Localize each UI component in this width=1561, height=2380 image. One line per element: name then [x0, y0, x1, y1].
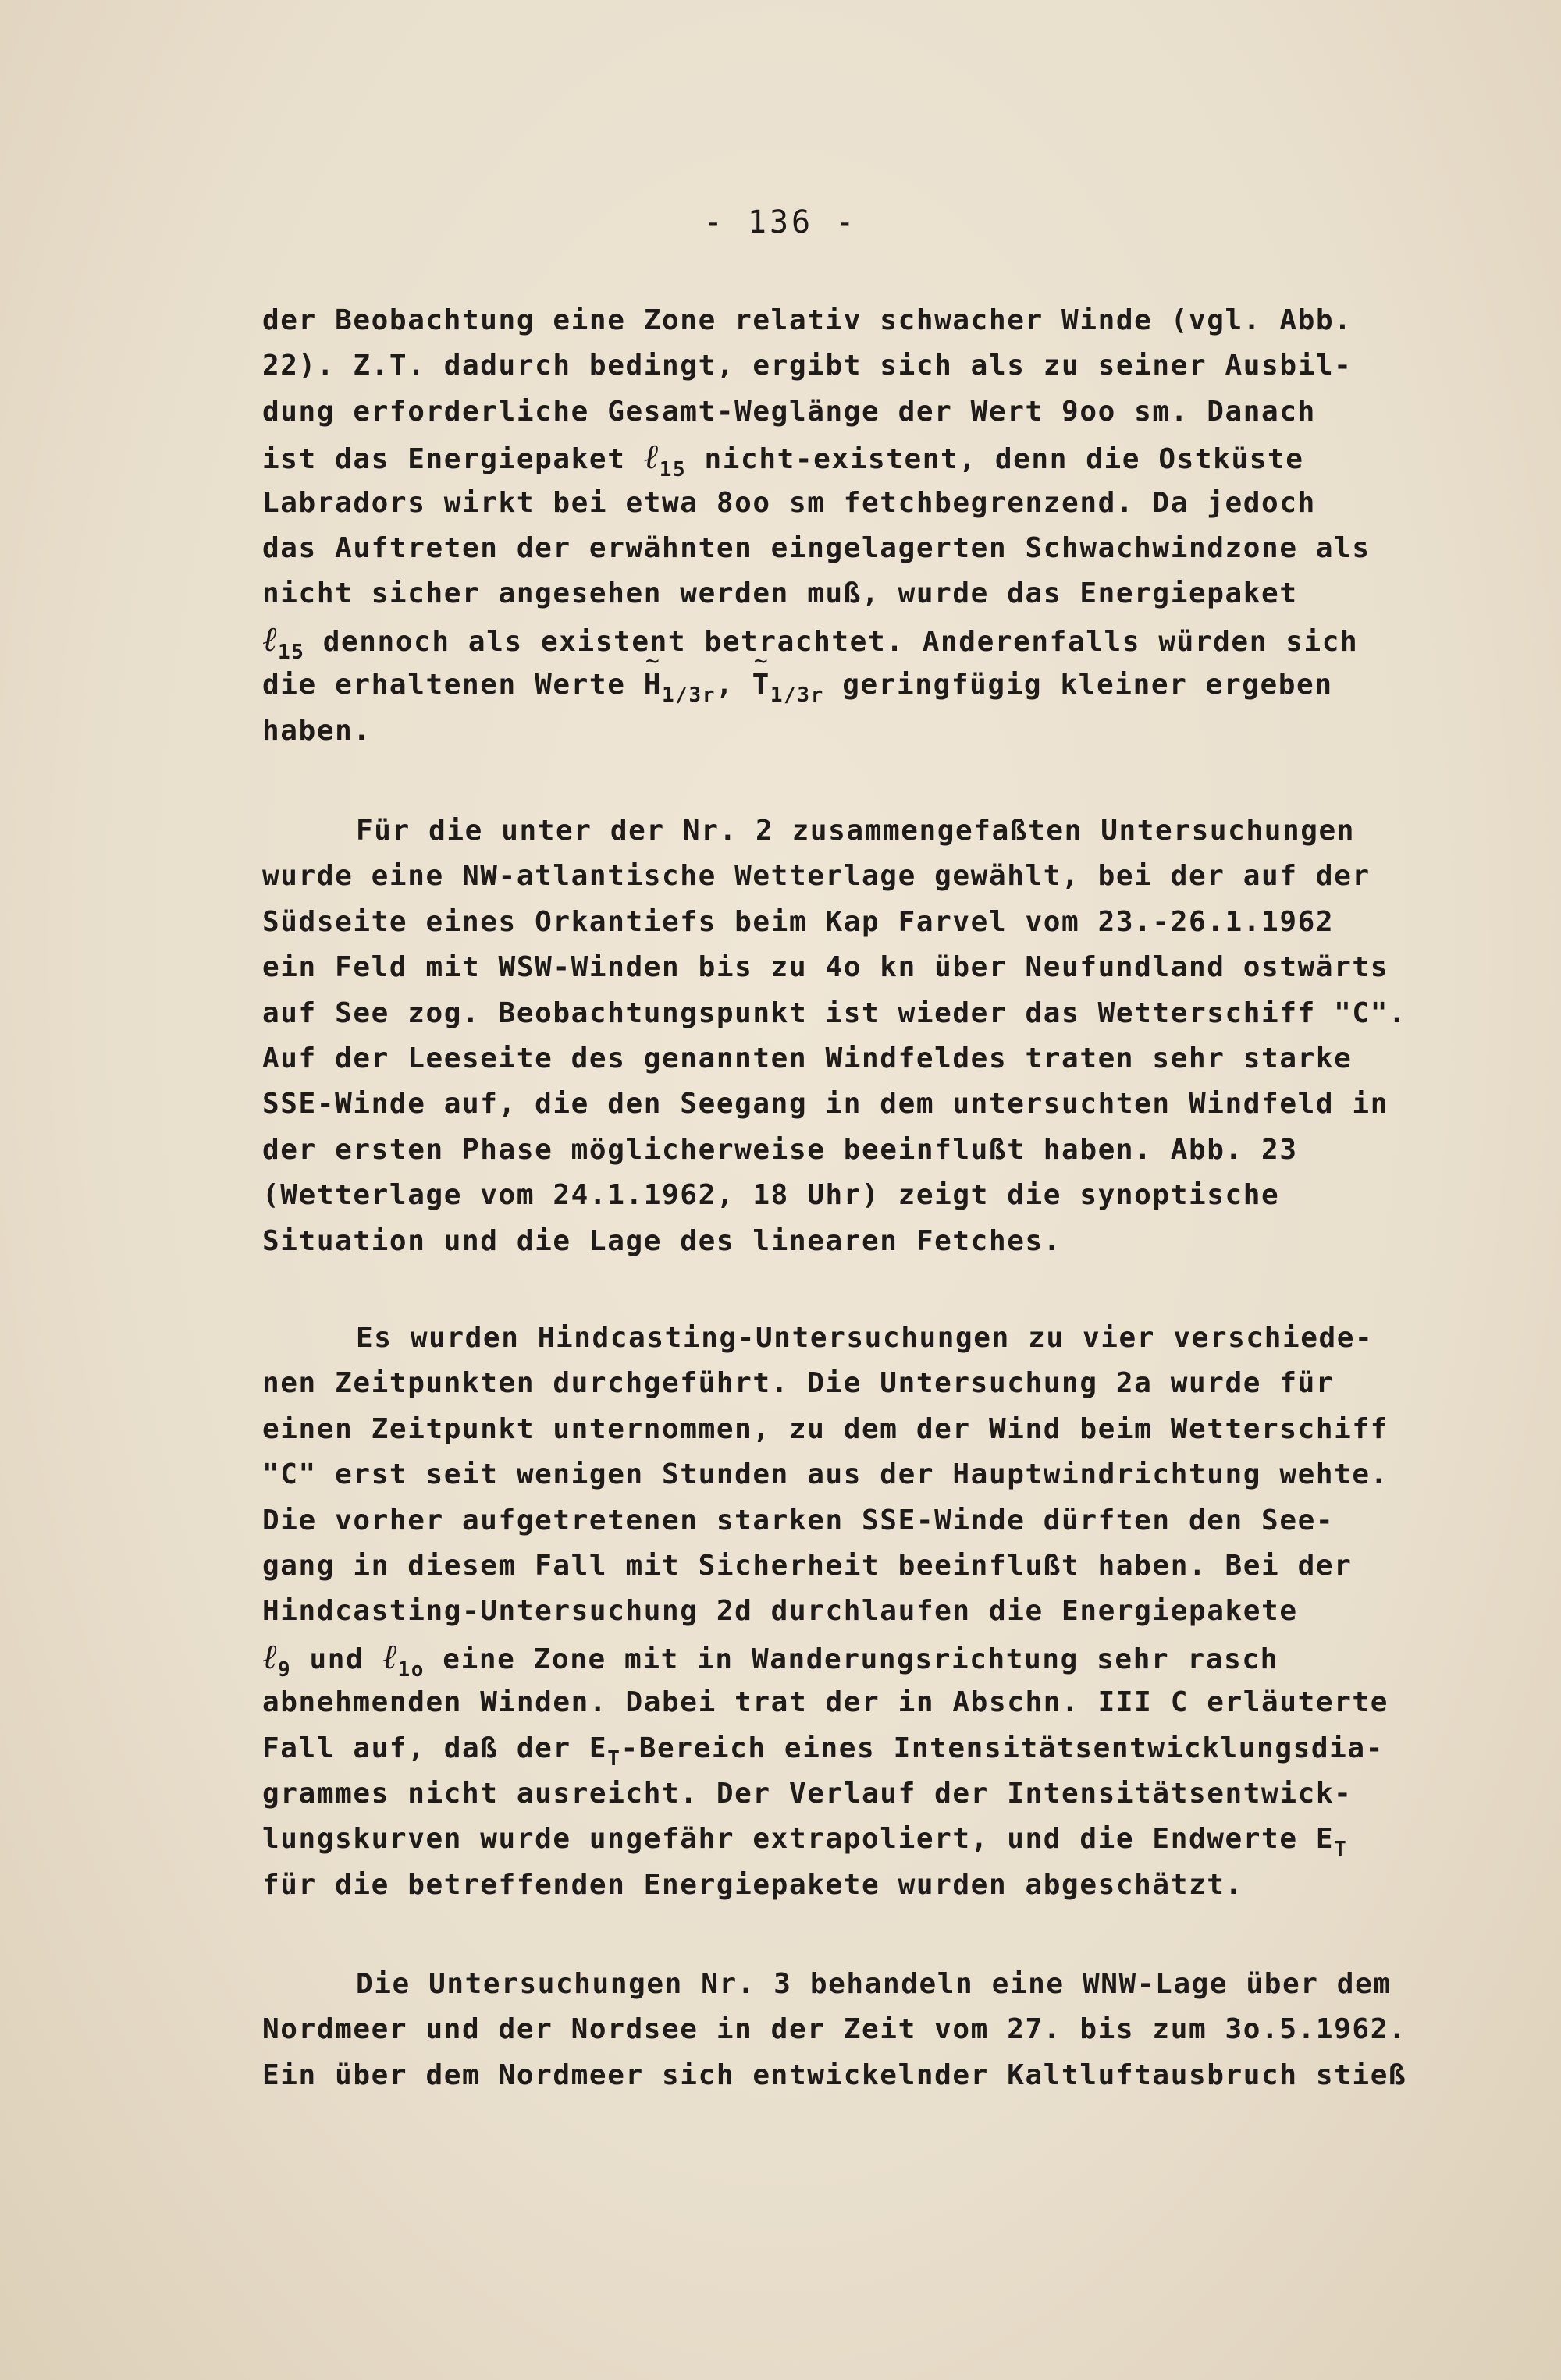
line-text: Fall auf, daß der E — [262, 1732, 608, 1764]
paragraph-4 — [262, 1962, 1433, 2098]
text-line: Nordmeer und der Nordsee in der Zeit vom 27. bis zum 3o.5.1962. — [262, 2013, 1407, 2046]
text-line: Es wurden Hindcasting-Untersuchungen zu vier verschiede- — [356, 1322, 1374, 1354]
subscript: 1/3r — [770, 684, 824, 708]
text-line: Südseite eines Orkantiefs beim Kap Farvel vom 23.-26.1.1962 — [262, 905, 1335, 938]
text-line: Die Untersuchungen Nr. 3 behandeln eine WNW-Lage über dem — [356, 1968, 1392, 2000]
text-line: wurde eine NW-atlantische Wetterlage gewählt, bei der auf der — [262, 860, 1371, 893]
text-line: Auf der Leeseite des genannten Windfeldes traten sehr starke — [262, 1042, 1353, 1075]
text-line: haben. — [262, 714, 372, 747]
energy-packet-symbol: ℓ — [262, 619, 278, 659]
energy-packet-symbol: ℓ — [262, 1636, 278, 1677]
subscript: 15 — [277, 640, 305, 664]
text-line — [262, 662, 1433, 708]
wave-height-symbol: ~ H — [644, 662, 662, 708]
text-line: das Auftreten der erwähnten eingelagerten Schwachwindzone als — [262, 531, 1371, 564]
text-line: Die vorher aufgetretenen starken SSE-Winde dürften den See- — [262, 1504, 1335, 1536]
subscript: 15 — [659, 458, 687, 482]
subscript: 1o — [397, 1657, 425, 1682]
text-line — [262, 617, 1433, 662]
subscript: T — [607, 1746, 621, 1771]
text-line: abnehmenden Winden. Dabei trat der in Abschn. III C erläuterte — [262, 1686, 1389, 1719]
paragraph-2 — [262, 808, 1433, 1264]
text-line — [262, 1635, 1433, 1680]
text-line: "C" erst seit wenigen Stunden aus der Hauptwindrichtung wehte. — [262, 1458, 1389, 1491]
text-line — [262, 1817, 1433, 1862]
page-number: - 136 - — [703, 204, 858, 240]
text-line: Ein über dem Nordmeer sich entwickelnder Kaltluftausbruch stieß — [262, 2059, 1407, 2091]
line-text: -Bereich eines Intensitätsentwicklungsdia- — [620, 1732, 1384, 1764]
text-line: auf See zog. Beobachtungspunkt ist wieder das Wetterschiff "C". — [262, 996, 1407, 1029]
text-line: der Beobachtung eine Zone relativ schwacher Winde (vgl. Abb. — [262, 304, 1353, 336]
text-line: gang in diesem Fall mit Sicherheit beeinflußt haben. Bei der — [262, 1549, 1353, 1582]
text-line: nicht sicher angesehen werden muß, wurde das Energiepaket — [262, 577, 1298, 610]
line-text: die erhaltenen Werte — [262, 669, 644, 702]
text-line: grammes nicht ausreicht. Der Verlauf der Intensitätsentwick- — [262, 1777, 1353, 1810]
line-text: geringfügig kleiner ergeben — [823, 669, 1333, 702]
text-line: für die betreffenden Energiepakete wurden abgeschätzt. — [262, 1868, 1243, 1901]
paragraph-3 — [262, 1316, 1433, 1908]
line-text: lungskurven wurde ungefähr extrapoliert, und die Endwerte E — [262, 1823, 1335, 1856]
line-text: nicht-existent, denn die Ostküste — [686, 443, 1304, 476]
text-line: (Wetterlage vom 24.1.1962, 18 Uhr) zeigt die synoptische — [262, 1179, 1280, 1212]
text-line: einen Zeitpunkt unternommen, zu dem der Wind beim Wetterschiff — [262, 1412, 1389, 1445]
line-text: eine Zone mit in Wanderungsrichtung sehr rasch — [425, 1643, 1278, 1675]
text-line: 22). Z.T. dadurch bedingt, ergibt sich als zu seiner Ausbil- — [262, 350, 1353, 382]
text-line — [262, 435, 1433, 480]
paragraph-1 — [262, 298, 1433, 754]
energy-packet-symbol: ℓ — [382, 1636, 398, 1677]
text-line: Für die unter der Nr. 2 zusammengefaßten Untersuchungen — [356, 815, 1356, 847]
text-line: Situation und die Lage des linearen Fetches. — [262, 1224, 1062, 1257]
text-line: Labradors wirkt bei etwa 8oo sm fetchbegrenzend. Da jedoch — [262, 486, 1316, 519]
subscript: T — [1334, 1838, 1348, 1862]
text-line: dung erforderliche Gesamt-Weglänge der Wert 9oo sm. Danach — [262, 395, 1316, 428]
wave-period-symbol: ~ T — [752, 662, 770, 708]
line-text: dennoch als existent betrachtet. Anderenfalls würden sich — [304, 625, 1359, 658]
line-text: und — [291, 1643, 382, 1675]
text-line: Hindcasting-Untersuchung 2d durchlaufen die Energiepakete — [262, 1595, 1298, 1628]
line-text: ist das Energiepaket — [262, 443, 644, 476]
text-line: der ersten Phase möglicherweise beeinflußt haben. Abb. 23 — [262, 1133, 1298, 1166]
line-text: , — [716, 669, 752, 702]
text-line: nen Zeitpunkten durchgeführt. Die Untersuchung 2a wurde für — [262, 1367, 1335, 1400]
subscript: 1/3r — [662, 684, 716, 708]
text-line: ein Feld mit WSW-Winden bis zu 4o kn über Neufundland ostwärts — [262, 951, 1389, 984]
subscript: 9 — [277, 1657, 292, 1682]
energy-packet-symbol: ℓ — [643, 437, 660, 478]
text-line — [262, 1726, 1433, 1771]
text-line: SSE-Winde auf, die den Seegang in dem untersuchten Windfeld in — [262, 1088, 1389, 1121]
